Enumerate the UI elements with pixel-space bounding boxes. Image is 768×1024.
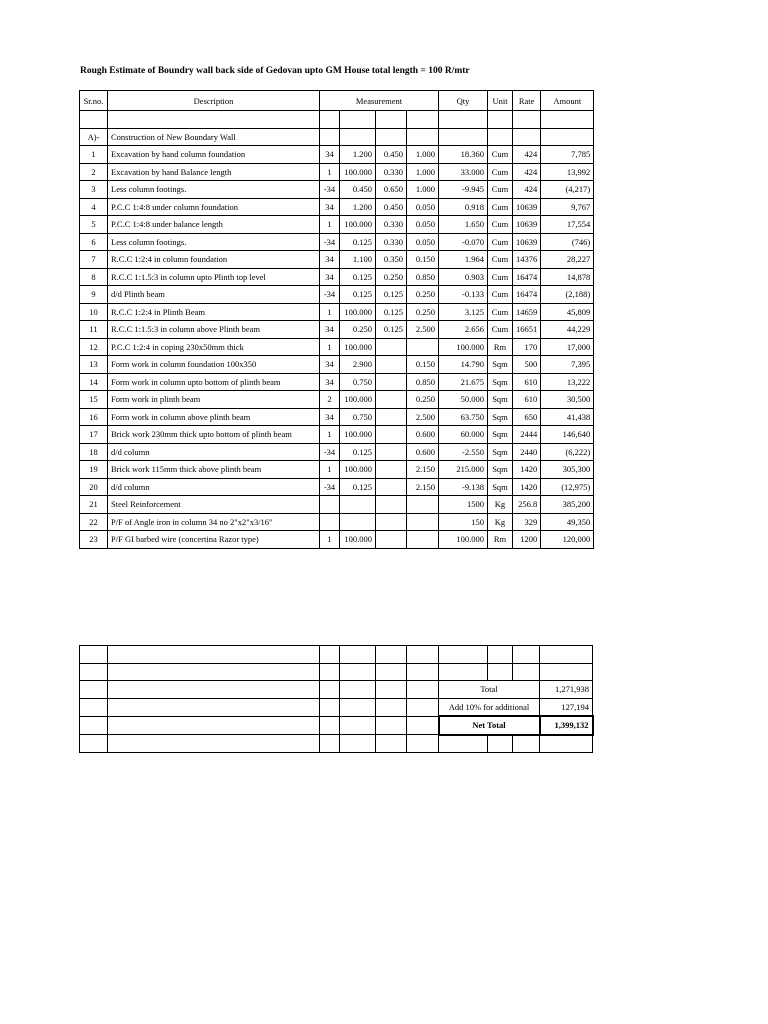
total-value: 1,271,938 [540, 681, 593, 699]
item-sr: 12 [80, 338, 108, 356]
table-row [80, 531, 594, 549]
item-sr: 20 [80, 478, 108, 496]
item-measure-breadth [376, 513, 407, 531]
item-measure-breadth [376, 478, 407, 496]
item-rate: 424 [513, 181, 541, 199]
item-amount: 17,554 [541, 216, 594, 234]
item-measure-nos: 34 [320, 251, 340, 269]
item-measure-breadth [376, 356, 407, 374]
item-measure-length: 0.125 [340, 286, 376, 304]
item-sr: 7 [80, 251, 108, 269]
item-measure-length: 0.125 [340, 443, 376, 461]
item-sr: 1 [80, 146, 108, 164]
item-amount: 385,200 [541, 496, 594, 514]
item-qty: 1500 [439, 496, 488, 514]
item-rate: 610 [513, 391, 541, 409]
item-measure-nos: -34 [320, 233, 340, 251]
item-measure-breadth [376, 461, 407, 479]
item-description: Less column footings. [108, 181, 320, 199]
item-measure-breadth [376, 373, 407, 391]
item-sr: 19 [80, 461, 108, 479]
item-measure-height: 0.150 [407, 356, 439, 374]
item-measure-length: 0.250 [340, 321, 376, 339]
item-sr: 3 [80, 181, 108, 199]
item-qty: 18.360 [439, 146, 488, 164]
item-measure-height: 2.500 [407, 321, 439, 339]
item-measure-nos: -34 [320, 478, 340, 496]
item-measure-breadth: 0.330 [376, 163, 407, 181]
item-unit: Cum [488, 251, 513, 269]
item-amount: (2,188) [541, 286, 594, 304]
item-amount: 44,229 [541, 321, 594, 339]
item-measure-breadth [376, 426, 407, 444]
item-rate: 424 [513, 163, 541, 181]
item-amount: 13,992 [541, 163, 594, 181]
item-measure-length: 0.750 [340, 373, 376, 391]
item-measure-height: 0.150 [407, 251, 439, 269]
table-body [80, 111, 594, 549]
item-qty: 60.000 [439, 426, 488, 444]
item-qty: 14.790 [439, 356, 488, 374]
item-measure-height: 0.250 [407, 391, 439, 409]
item-measure-height: 0.050 [407, 198, 439, 216]
item-unit: Sqm [488, 426, 513, 444]
item-measure-breadth: 0.125 [376, 286, 407, 304]
item-measure-nos: 34 [320, 356, 340, 374]
item-qty: 215.000 [439, 461, 488, 479]
item-qty: 100.000 [439, 338, 488, 356]
item-sr: 23 [80, 531, 108, 549]
item-measure-breadth: 0.330 [376, 216, 407, 234]
item-rate: 16474 [513, 268, 541, 286]
item-measure-height: 1.000 [407, 146, 439, 164]
table-row [80, 356, 594, 374]
item-measure-breadth [376, 531, 407, 549]
header-sr: Sr.no. [80, 91, 108, 111]
item-measure-length: 100.000 [340, 216, 376, 234]
item-sr: 18 [80, 443, 108, 461]
item-measure-breadth: 0.650 [376, 181, 407, 199]
item-qty: 100.000 [439, 531, 488, 549]
item-description: P.C.C 1:4:8 under column foundation [108, 198, 320, 216]
item-measure-breadth [376, 496, 407, 514]
item-rate: 2440 [513, 443, 541, 461]
item-measure-nos: 34 [320, 373, 340, 391]
item-unit: Cum [488, 198, 513, 216]
additional-value: 127,194 [540, 698, 593, 716]
item-description: R.C.C 1:1.5:3 in column above Plinth beam [108, 321, 320, 339]
item-measure-nos: 1 [320, 338, 340, 356]
item-amount: 49,350 [541, 513, 594, 531]
item-measure-breadth: 0.250 [376, 268, 407, 286]
section-sr: A)- [80, 128, 108, 146]
item-measure-length: 0.125 [340, 268, 376, 286]
net-total-label: Net Total [439, 716, 540, 735]
item-measure-nos: -34 [320, 286, 340, 304]
item-amount: 45,809 [541, 303, 594, 321]
item-description: d/d Plinth beam [108, 286, 320, 304]
item-measure-breadth: 0.450 [376, 146, 407, 164]
item-measure-nos [320, 496, 340, 514]
table-row [80, 408, 594, 426]
item-measure-length: 0.125 [340, 233, 376, 251]
item-measure-height: 0.600 [407, 443, 439, 461]
item-measure-breadth [376, 391, 407, 409]
summary-table [79, 645, 594, 753]
item-amount: 30,500 [541, 391, 594, 409]
item-qty: -0.133 [439, 286, 488, 304]
item-measure-length: 2.900 [340, 356, 376, 374]
header-qty: Qty [439, 91, 488, 111]
item-rate: 1420 [513, 478, 541, 496]
item-rate: 256.8 [513, 496, 541, 514]
item-measure-height: 1.000 [407, 163, 439, 181]
item-description: R.C.C 1:1.5:3 in column upto Plinth top level [108, 268, 320, 286]
item-rate: 10639 [513, 198, 541, 216]
item-measure-nos: 1 [320, 461, 340, 479]
item-unit: Sqm [488, 478, 513, 496]
item-amount: 14,878 [541, 268, 594, 286]
item-rate: 610 [513, 373, 541, 391]
table-row [80, 338, 594, 356]
item-measure-height [407, 338, 439, 356]
item-description: R.C.C 1:2:4 in column foundation [108, 251, 320, 269]
item-measure-breadth: 0.330 [376, 233, 407, 251]
item-amount: 41,438 [541, 408, 594, 426]
item-sr: 11 [80, 321, 108, 339]
item-description: d/d column [108, 478, 320, 496]
item-rate: 10639 [513, 216, 541, 234]
item-sr: 2 [80, 163, 108, 181]
item-qty: 0.918 [439, 198, 488, 216]
table-row [80, 286, 594, 304]
document-title: Rough Estimate of Boundry wall back side of Gedovan upto GM House total length = 100 R/mtr [80, 66, 470, 76]
item-measure-length [340, 496, 376, 514]
item-sr: 9 [80, 286, 108, 304]
item-measure-breadth: 0.350 [376, 251, 407, 269]
item-measure-height: 0.050 [407, 216, 439, 234]
item-measure-height: 2.500 [407, 408, 439, 426]
summary-blank-row [80, 735, 593, 753]
table-row [80, 478, 594, 496]
item-rate: 650 [513, 408, 541, 426]
item-measure-breadth: 0.125 [376, 321, 407, 339]
item-unit: Sqm [488, 443, 513, 461]
item-sr: 17 [80, 426, 108, 444]
item-sr: 5 [80, 216, 108, 234]
header-measurement: Measurement [320, 91, 439, 111]
item-measure-breadth: 0.450 [376, 198, 407, 216]
item-qty: 50.000 [439, 391, 488, 409]
item-qty: 0.903 [439, 268, 488, 286]
total-label: Total [439, 681, 540, 699]
summary-total-row [80, 681, 593, 699]
item-sr: 22 [80, 513, 108, 531]
item-amount: 17,000 [541, 338, 594, 356]
item-measure-length: 100.000 [340, 338, 376, 356]
item-unit: Kg [488, 496, 513, 514]
section-row [80, 128, 594, 146]
summary-net-row [80, 716, 593, 735]
item-measure-height [407, 531, 439, 549]
table-row [80, 391, 594, 409]
item-unit: Sqm [488, 408, 513, 426]
item-qty: 1.650 [439, 216, 488, 234]
item-amount: (4,217) [541, 181, 594, 199]
item-qty: 21.675 [439, 373, 488, 391]
item-unit: Cum [488, 146, 513, 164]
item-measure-breadth [376, 338, 407, 356]
item-amount: 28,227 [541, 251, 594, 269]
item-qty: 150 [439, 513, 488, 531]
item-sr: 10 [80, 303, 108, 321]
item-measure-height: 0.850 [407, 373, 439, 391]
item-measure-height [407, 513, 439, 531]
item-measure-nos: 1 [320, 163, 340, 181]
header-description: Description [108, 91, 320, 111]
item-amount: 120,000 [541, 531, 594, 549]
item-sr: 6 [80, 233, 108, 251]
item-qty: 1.964 [439, 251, 488, 269]
item-description: P.C.C 1:4:8 under balance length [108, 216, 320, 234]
item-rate: 14376 [513, 251, 541, 269]
item-measure-height: 0.850 [407, 268, 439, 286]
item-measure-breadth [376, 443, 407, 461]
item-measure-nos: 34 [320, 408, 340, 426]
item-amount: 7,395 [541, 356, 594, 374]
table-header [80, 91, 594, 111]
table-row [80, 198, 594, 216]
item-description: Excavation by hand column foundation [108, 146, 320, 164]
table-row [80, 251, 594, 269]
item-sr: 21 [80, 496, 108, 514]
item-measure-nos: 34 [320, 146, 340, 164]
item-measure-length: 1.200 [340, 146, 376, 164]
item-sr: 8 [80, 268, 108, 286]
item-rate: 500 [513, 356, 541, 374]
item-unit: Cum [488, 163, 513, 181]
item-measure-length: 100.000 [340, 531, 376, 549]
item-measure-nos: 34 [320, 198, 340, 216]
item-rate: 14659 [513, 303, 541, 321]
summary-blank-row [80, 663, 593, 681]
item-unit: Cum [488, 268, 513, 286]
item-rate: 16474 [513, 286, 541, 304]
table-row [80, 303, 594, 321]
summary-blank-row [80, 646, 593, 664]
table-row [80, 233, 594, 251]
item-description: Brick work 230mm thick upto bottom of plinth beam [108, 426, 320, 444]
item-unit: Sqm [488, 391, 513, 409]
item-measure-length: 0.450 [340, 181, 376, 199]
item-description: Form work in column foundation 100x350 [108, 356, 320, 374]
item-measure-height: 0.250 [407, 286, 439, 304]
item-unit: Sqm [488, 356, 513, 374]
item-measure-length: 100.000 [340, 163, 376, 181]
item-description: Excavation by hand Balance length [108, 163, 320, 181]
item-measure-nos: -34 [320, 443, 340, 461]
table-row [80, 163, 594, 181]
item-measure-nos [320, 513, 340, 531]
item-unit: Kg [488, 513, 513, 531]
item-unit: Sqm [488, 461, 513, 479]
item-measure-breadth [376, 408, 407, 426]
item-amount: (746) [541, 233, 594, 251]
item-measure-length: 0.750 [340, 408, 376, 426]
section-label: Construction of New Boundary Wall [108, 128, 320, 146]
table-row [80, 181, 594, 199]
header-amount: Amount [541, 91, 594, 111]
item-rate: 1420 [513, 461, 541, 479]
item-sr: 4 [80, 198, 108, 216]
item-measure-nos: 1 [320, 426, 340, 444]
item-measure-nos: 1 [320, 531, 340, 549]
item-description: P/F of Angle iron in column 34 no 2"x2"x3/16" [108, 513, 320, 531]
item-qty: -2.550 [439, 443, 488, 461]
item-description: Form work in plinth beam [108, 391, 320, 409]
item-qty: 63.750 [439, 408, 488, 426]
item-measure-length: 100.000 [340, 303, 376, 321]
item-sr: 16 [80, 408, 108, 426]
item-unit: Cum [488, 233, 513, 251]
item-amount: 146,640 [541, 426, 594, 444]
item-amount: 7,785 [541, 146, 594, 164]
estimate-table [79, 90, 594, 549]
item-measure-height: 0.600 [407, 426, 439, 444]
table-row [80, 268, 594, 286]
item-measure-nos: 2 [320, 391, 340, 409]
item-unit: Cum [488, 286, 513, 304]
item-description: Steel Reinforcement [108, 496, 320, 514]
item-measure-nos: -34 [320, 181, 340, 199]
item-measure-length: 100.000 [340, 391, 376, 409]
item-measure-length: 0.125 [340, 478, 376, 496]
item-unit: Cum [488, 216, 513, 234]
item-measure-height: 2.150 [407, 461, 439, 479]
item-amount: 13,222 [541, 373, 594, 391]
item-description: Form work in column upto bottom of plinth beam [108, 373, 320, 391]
item-qty: 3.125 [439, 303, 488, 321]
item-qty: 33.000 [439, 163, 488, 181]
item-rate: 10639 [513, 233, 541, 251]
item-description: Brick work 115mm thick above plinth beam [108, 461, 320, 479]
table-row [80, 146, 594, 164]
item-description: d/d column [108, 443, 320, 461]
item-measure-length: 1.200 [340, 198, 376, 216]
item-description: Form work in column above plinth beam [108, 408, 320, 426]
item-unit: Rm [488, 338, 513, 356]
item-measure-nos: 34 [320, 268, 340, 286]
item-unit: Cum [488, 321, 513, 339]
item-amount: 305,300 [541, 461, 594, 479]
item-description: P/F GI barbed wire (concertina Razor type) [108, 531, 320, 549]
item-sr: 15 [80, 391, 108, 409]
item-description: P.C.C 1:2:4 in coping 230x50mm thick [108, 338, 320, 356]
table-row [80, 461, 594, 479]
blank-row [80, 111, 594, 129]
item-qty: -9.138 [439, 478, 488, 496]
table-row [80, 321, 594, 339]
table-row [80, 216, 594, 234]
item-measure-nos: 1 [320, 216, 340, 234]
item-measure-nos: 34 [320, 321, 340, 339]
item-rate: 329 [513, 513, 541, 531]
item-qty: -9.945 [439, 181, 488, 199]
item-rate: 170 [513, 338, 541, 356]
item-measure-height: 0.050 [407, 233, 439, 251]
item-measure-breadth: 0.125 [376, 303, 407, 321]
header-unit: Unit [488, 91, 513, 111]
item-rate: 424 [513, 146, 541, 164]
additional-label: Add 10% for additional [439, 698, 540, 716]
item-measure-height [407, 496, 439, 514]
item-description: R.C.C 1:2:4 in Plinth Beam [108, 303, 320, 321]
item-rate: 1200 [513, 531, 541, 549]
summary-additional-row [80, 698, 593, 716]
item-measure-length [340, 513, 376, 531]
item-amount: (12,975) [541, 478, 594, 496]
item-measure-height: 0.250 [407, 303, 439, 321]
net-total-value: 1,399,132 [540, 716, 593, 735]
item-unit: Cum [488, 303, 513, 321]
header-rate: Rate [513, 91, 541, 111]
item-sr: 13 [80, 356, 108, 374]
item-measure-length: 100.000 [340, 426, 376, 444]
item-amount: 9,767 [541, 198, 594, 216]
item-measure-length: 1.100 [340, 251, 376, 269]
item-measure-length: 100.000 [340, 461, 376, 479]
table-row [80, 443, 594, 461]
item-unit: Cum [488, 181, 513, 199]
table-row [80, 373, 594, 391]
item-rate: 2444 [513, 426, 541, 444]
item-rate: 16651 [513, 321, 541, 339]
table-row [80, 496, 594, 514]
item-qty: -0.070 [439, 233, 488, 251]
item-measure-height: 1.000 [407, 181, 439, 199]
table-row [80, 426, 594, 444]
item-unit: Rm [488, 531, 513, 549]
item-unit: Sqm [488, 373, 513, 391]
item-measure-nos: 1 [320, 303, 340, 321]
item-amount: (6,222) [541, 443, 594, 461]
item-qty: 2.656 [439, 321, 488, 339]
table-row [80, 513, 594, 531]
item-sr: 14 [80, 373, 108, 391]
item-measure-height: 2.150 [407, 478, 439, 496]
item-description: Less column footings. [108, 233, 320, 251]
